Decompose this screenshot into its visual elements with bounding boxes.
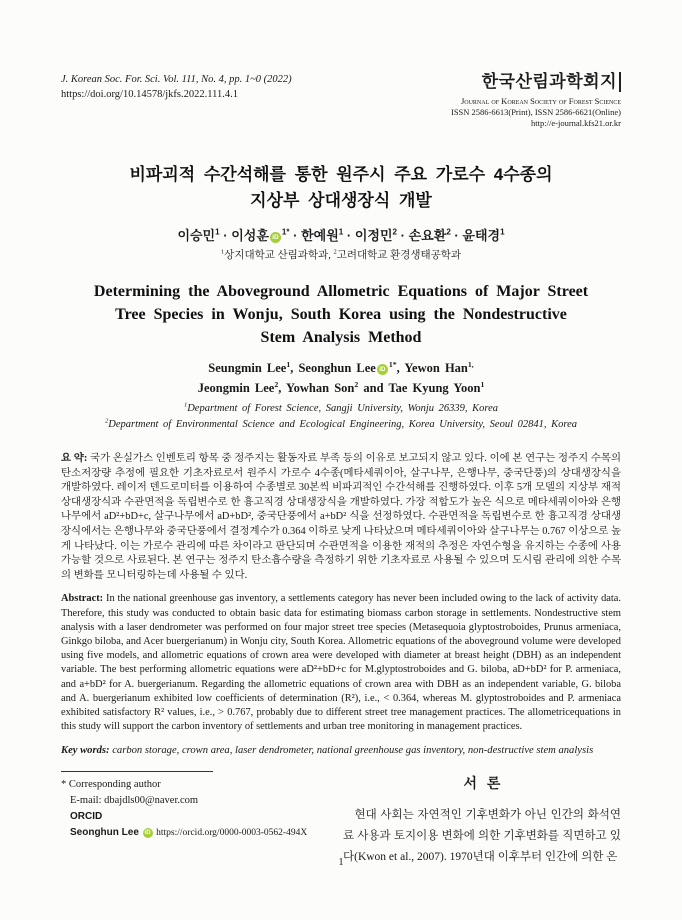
author-separator: · (293, 228, 298, 243)
affil-kr-text2: 고려대학교 환경생태공학과 (336, 250, 462, 261)
author-en-6: Tae Kyung Yoon (388, 381, 481, 395)
affil-en-line1 (61, 401, 621, 417)
comma: , (290, 361, 294, 375)
abstract-korean-text: 국가 온실가스 인벤토리 항목 중 정주지는 활동자료 부족 등의 이유로 보고되지 않고 있다. 이에 본 연구는 정주지 수목의 탄소저장량 추정에 필요한 기초자료로서 원주시 가로수 4수종(메타세쿼이아, 살구나무, 은행나무, 중국단풍)의 상대생장식을 개발하였다. 레이저 덴드로미터를 이용하여 수종별로 30본씩 비파괴적인 수간석해를 진행하였다. 이후 5개 모델의 지상부 재적 상대생장식과 수관면적을 독립변수로 한 흉고직경 상대생장식을 개발하였다. 가장 적합도가 높은 식으로 메타세쿼이아와 은행나무에서 aD²+bD+c, 살구나무에서 aD+bD², 중국단풍에서 a+bD² 식을 선정하였다. 수관면적을 독립변수로 한 흉고직경 상대생장식에서는 은행나무와 중국단풍에서 결정계수가 0.364 이하로 낮게 나타났으며 메타세쿼이아와 살구나무는 0.767 이상으로 높게 나타났다. 이는 가로수 관리에 따른 차이라고 판단되며 수관면적을 이용한 재적의 추정은 자연수형을 유지하는 수종에 사용 가능할 것으로 사료된다. 본 연구는 정주지 탄소흡수량을 측정하기 위한 기초자료로 사용될 수 있으며 도시림 관리에 의한 수목의 변화를 모니터링하는데 사용될 수 있다. (61, 453, 621, 581)
email-line (61, 793, 319, 809)
journal-masthead (451, 72, 621, 129)
author-kr-1-sup: 1 (215, 227, 220, 237)
author-en-1-sup: 1 (286, 359, 291, 369)
journal-citation: J. Korean Soc. For. Sci. Vol. 111, No. 4, pp. 1~0 (2022) (61, 74, 292, 85)
page-header (61, 0, 621, 129)
orcid-heading: ORCID (70, 811, 103, 823)
keywords-text: carbon storage, crown area, laser dendrometer, national greenhouse gas inventory, non-destructive stem analysis (112, 745, 594, 757)
email-label: E-mail: (70, 795, 102, 807)
author-kr-5-sup: 2 (446, 227, 451, 237)
author-en-5: Yowhan Son (286, 381, 355, 395)
author-kr-3-sup: 1 (338, 227, 344, 237)
author-kr-1: 이승민 (177, 228, 216, 243)
comma: , (396, 361, 400, 375)
affil-en-text1: Department of Forest Science, Sangji University, Wonju 26339, Korea (187, 403, 499, 414)
author-en-2-sup: 1* (388, 359, 397, 369)
affil-en-line2 (61, 417, 621, 433)
author-separator: · (400, 228, 405, 243)
author-kr-2: 이성훈 (231, 228, 269, 243)
issn-line: ISSN 2586-6613(Print), ISSN 2586-6621(Online) (451, 107, 621, 117)
affil-en-sup2: 2 (105, 417, 109, 425)
authors-english (61, 358, 621, 398)
affil-kr-sup1: 1 (220, 248, 225, 256)
bottom-columns (61, 771, 621, 868)
corresponding-author-note: * Corresponding author (61, 779, 161, 791)
abstract-korean (61, 452, 621, 583)
comma: , (278, 381, 282, 395)
footnote-block (61, 771, 319, 868)
orcid-icon[interactable]: iD (270, 232, 281, 243)
orcid-icon[interactable]: iD (377, 364, 388, 375)
page-number: 1 (338, 857, 344, 868)
keywords-label: Key words: (61, 745, 110, 757)
author-separator: · (346, 228, 352, 243)
journal-name-english: Journal of Korean Society of Forest Science (460, 96, 621, 106)
journal-name-korean: 한국산림과학회지 (482, 72, 621, 92)
author-en-2: Seonghun Lee (298, 361, 376, 375)
abstract-korean-label: 요 약: (61, 453, 88, 464)
affiliation-english (61, 401, 621, 433)
doi-link[interactable]: https://doi.org/10.14578/jkfs.2022.111.4.1 (61, 89, 238, 100)
paper-title-english (61, 280, 621, 349)
author-en-3: Yewon Han (404, 361, 468, 375)
keywords-line (61, 743, 621, 759)
author-separator: · (454, 228, 459, 243)
title-english-line1: Determining the Aboveground Allometric Equations of Major Street (93, 283, 589, 300)
header-citation-block (61, 72, 292, 102)
author-en-3-sup: 1, (467, 359, 474, 369)
affil-en-text2: Department of Environmental Science and Ecological Engineering, Korea University, Seoul 02841, Korea (108, 419, 577, 430)
email-address-link[interactable]: dbajdls00@naver.com (104, 795, 199, 807)
author-kr-5: 손요환 (408, 228, 447, 243)
author-kr-6-sup: 1 (500, 227, 505, 237)
author-kr-4: 이정민 (354, 228, 393, 243)
author-en-6-sup: 1 (480, 379, 485, 389)
introduction-heading: 서 론 (463, 775, 501, 792)
affil-kr-text1: 상지대학교 산림과학과, (224, 250, 334, 261)
author-kr-3: 한예원 (301, 228, 339, 243)
orcid-url-link[interactable]: https://orcid.org/0000-0003-0562-494X (156, 828, 308, 839)
author-kr-4-sup: 2 (392, 227, 398, 237)
introduction-paragraph: 현대 사회는 자연적인 기후변화가 아닌 인간의 화석연료 사용과 토지이용 변화에 의한 기후변화를 직면하고 있다(Kwon et al., 2007). 1970년대 이후부터 인간에 의한 온 (343, 809, 621, 864)
orcid-line (61, 825, 319, 841)
authors-korean (61, 227, 621, 245)
abstract-english-text: In the national greenhouse gas inventory, a settlements category has never been included owing to the lack of activity data. Therefore, this study was conducted to obtain basic data for estimating biomass carbon storage in settlements. Nondestructive stem analysis with a laser dendrometer was performed on four major street tree species (Metasequoia glyptostroboides, Prunus armeniaca, Ginkgo biloba, and Acer buergerianum) in Wonju city, South Korea. Allometric equations of the aboveground volume were developed using five models, and allometric equations of crown area were developed with diameter at breast height (DBH) as an independent variable. The best performing allometric equations were aD²+bD+c for M.glyptostroboides and G. biloba, aD+bD² for P. armeniaca, and a+bD² for A. buergerianum. Regarding the allometric equations of crown area with DBH as an independent variable, G. biloba and A. buergerianum exhibited low coefficients of determination (R²), i.e., < 0.364, whereas M. glyptostroboides and P. armeniaca exhibited satisfactory R² values, i.e., > 0.767, probably due to different street tree management practices. The allometricequations in this study will support the carbon inventory of settlements and urban tree monitoring in management practices. (61, 593, 622, 733)
orcid-icon[interactable]: iD (144, 830, 151, 837)
affil-kr-sup2: 2 (333, 248, 337, 256)
author-en-4-sup: 2 (274, 379, 279, 389)
footnote-divider (61, 771, 213, 772)
author-kr-6: 윤태경 (462, 228, 501, 243)
affiliation-korean (61, 248, 621, 264)
author-kr-2-sup: 1* (281, 227, 290, 237)
title-english-line2: Tree Species in Wonju, South Korea using the Nondestructive (115, 306, 567, 323)
author-en-5-sup: 2 (354, 379, 359, 389)
journal-url-link[interactable]: http://e-journal.kfs21.or.kr (531, 118, 621, 128)
author-separator: · (223, 228, 228, 243)
and-word: and (363, 381, 384, 395)
authors-english-line2 (61, 378, 621, 398)
abstract-english-label: Abstract: (61, 593, 104, 605)
paper-title-korean (61, 162, 621, 214)
introduction-column (343, 771, 621, 868)
title-korean-line1: 비파괴적 수간석해를 통한 원주시 주요 가로수 4수종의 (129, 165, 553, 184)
orcid-author-name: Seonghun Lee (70, 827, 139, 839)
affil-en-sup1: 1 (183, 401, 188, 409)
author-en-1: Seungmin Lee (208, 361, 287, 375)
title-english-line3: Stem Analysis Method (260, 329, 422, 346)
author-en-4: Jeongmin Lee (197, 381, 275, 395)
title-korean-line2: 지상부 상대생장식 개발 (250, 191, 432, 210)
authors-english-line1 (61, 358, 621, 378)
abstract-english (61, 592, 621, 734)
